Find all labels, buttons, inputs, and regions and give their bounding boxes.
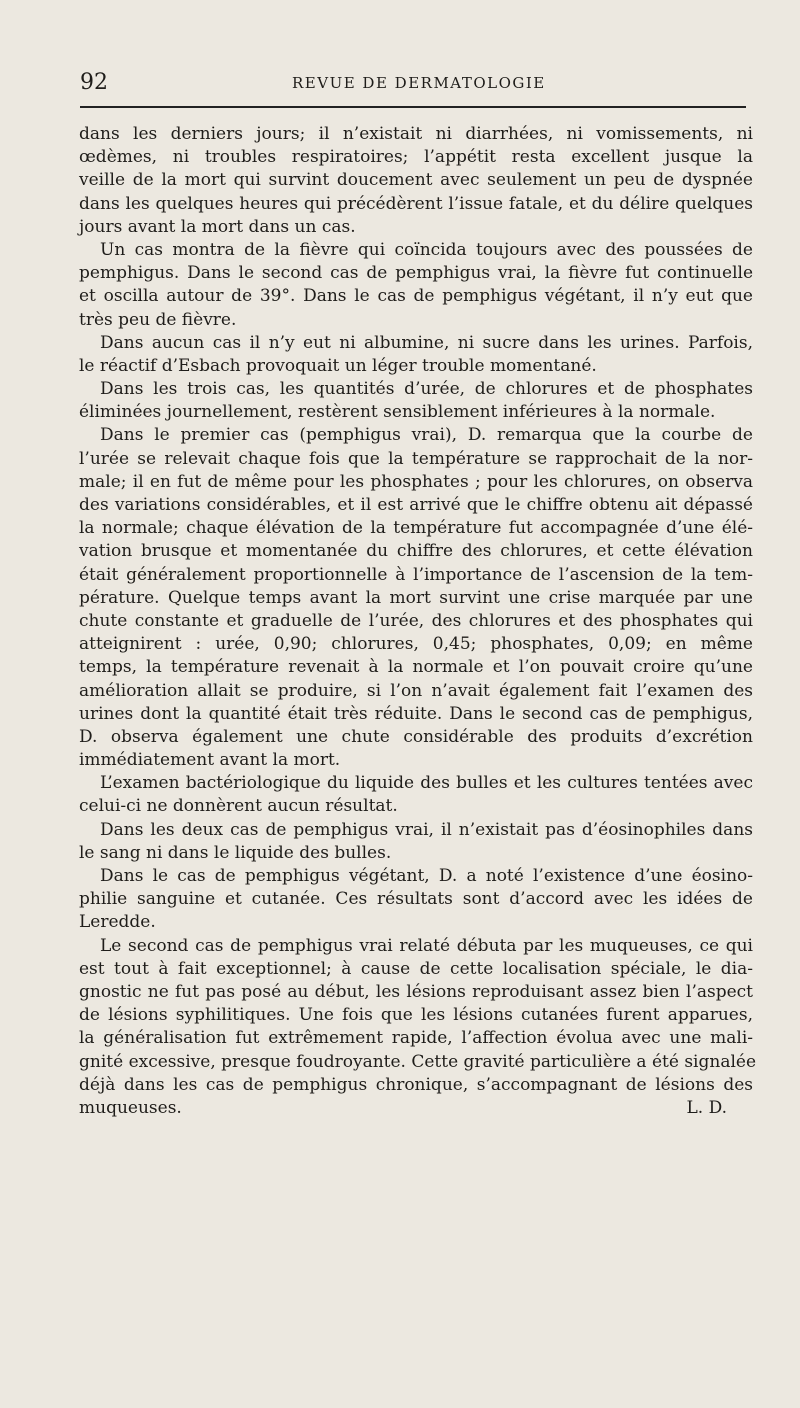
running-title: REVUE DE DERMATOLOGIE bbox=[292, 74, 546, 92]
author-initials: L. D. bbox=[686, 1097, 727, 1118]
text-line: pemphigus. Dans le second cas de pemphigus vrai, la fièvre fut continuelle bbox=[79, 263, 753, 284]
text-line: le sang ni dans le liquide des bulles. bbox=[79, 842, 392, 863]
text-line: L’examen bactériologique du liquide des bulles et les cultures tentées avec bbox=[100, 773, 753, 794]
text-line: Un cas montra de la fièvre qui coïncida toujours avec des poussées de bbox=[100, 239, 753, 260]
page-header bbox=[80, 70, 748, 100]
text-line: celui-ci ne donnèrent aucun résultat. bbox=[79, 796, 398, 817]
text-line: Le second cas de pemphigus vrai relaté débuta par les muqueuses, ce qui bbox=[100, 935, 753, 956]
text-line: et oscilla autour de 39°. Dans le cas de pemphigus végétant, il n’y eut que bbox=[79, 286, 753, 307]
text-line: est tout à fait exceptionnel; à cause de cette localisation spéciale, le dia- bbox=[79, 958, 753, 979]
text-line: philie sanguine et cutanée. Ces résultats sont d’accord avec les idées de bbox=[79, 889, 753, 910]
text-line: temps, la température revenait à la normale et l’on pouvait croire qu’une bbox=[79, 657, 753, 678]
text-line: Dans le cas de pemphigus végétant, D. a noté l’existence d’une éosino- bbox=[100, 866, 753, 886]
text-line: dans les derniers jours; il n’existait ni diarrhées, ni vomissements, ni bbox=[79, 124, 753, 144]
page-number: 92 bbox=[80, 70, 108, 95]
final-line-text: muqueuses. bbox=[79, 1097, 182, 1118]
text-line: de lésions syphilitiques. Une fois que les lésions cutanées furent apparues, bbox=[79, 1005, 753, 1026]
text-line: Dans aucun cas il n’y eut ni albumine, ni sucre dans les urines. Parfois, bbox=[100, 332, 753, 353]
text-line: l’urée se relevait chaque fois que la température se rapprochait de la nor- bbox=[79, 448, 753, 469]
text-line: gnité excessive, presque foudroyante. Cette gravité particulière a été signalée bbox=[79, 1051, 757, 1072]
text-line: dans les quelques heures qui précédèrent l’issue fatale, et du délire quelques bbox=[79, 193, 753, 214]
text-line: des variations considérables, et il est arrivé que le chiffre obtenu ait dépassé bbox=[79, 495, 753, 515]
text-line: gnostic ne fut pas posé au début, les lésions reproduisant assez bien l’aspect bbox=[79, 981, 753, 1002]
text-line: la généralisation fut extrêmement rapide, l’affection évolua avec une mali- bbox=[79, 1028, 753, 1049]
text-line: chute constante et graduelle de l’urée, des chlorures et des phosphates qui bbox=[79, 610, 753, 631]
text-line: déjà dans les cas de pemphigus chronique, s’accompagnant de lésions des bbox=[79, 1074, 753, 1095]
text-line: la normale; chaque élévation de la température fut accompagnée d’une élé- bbox=[79, 518, 753, 539]
body-text bbox=[79, 123, 757, 1120]
text-line: veille de la mort qui survint doucement avec seulement un peu de dyspnée bbox=[79, 170, 753, 191]
text-line: le réactif d’Esbach provoquait un léger trouble momentané. bbox=[79, 355, 597, 376]
text-line: atteignirent : urée, 0,90; chlorures, 0,45; phosphates, 0,09; en même bbox=[79, 634, 753, 655]
header-rule bbox=[80, 106, 746, 108]
text-line: Dans les deux cas de pemphigus vrai, il n’existait pas d’éosinophiles dans bbox=[100, 819, 753, 840]
text-line: D. observa également une chute considérable des produits d’excrétion bbox=[79, 726, 753, 747]
text-line: vation brusque et momentanée du chiffre des chlorures, et cette élévation bbox=[79, 541, 753, 562]
text-line: male; il en fut de même pour les phosphates ; pour les chlorures, on observa bbox=[79, 471, 753, 492]
text-line: très peu de fièvre. bbox=[79, 309, 237, 330]
text-line: amélioration allait se produire, si l’on n’avait également fait l’examen des bbox=[79, 680, 753, 701]
text-line: était généralement proportionnelle à l’importance de l’ascension de la tem- bbox=[79, 564, 753, 585]
text-line: pérature. Quelque temps avant la mort survint une crise marquée par une bbox=[79, 587, 753, 608]
text-line: jours avant la mort dans un cas. bbox=[79, 216, 356, 237]
final-line bbox=[79, 1097, 753, 1120]
text-line: éliminées journellement, restèrent sensiblement inférieures à la normale. bbox=[79, 402, 716, 423]
text-line: Leredde. bbox=[79, 912, 156, 933]
text-line: Dans le premier cas (pemphigus vrai), D. remarqua que la courbe de bbox=[100, 425, 753, 446]
text-line: Dans les trois cas, les quantités d’urée, de chlorures et de phosphates bbox=[100, 379, 753, 400]
text-line: immédiatement avant la mort. bbox=[79, 750, 341, 771]
text-line: urines dont la quantité était très réduite. Dans le second cas de pemphigus, bbox=[79, 703, 753, 724]
text-line: œdèmes, ni troubles respiratoires; l’appétit resta excellent jusque la bbox=[79, 147, 753, 168]
